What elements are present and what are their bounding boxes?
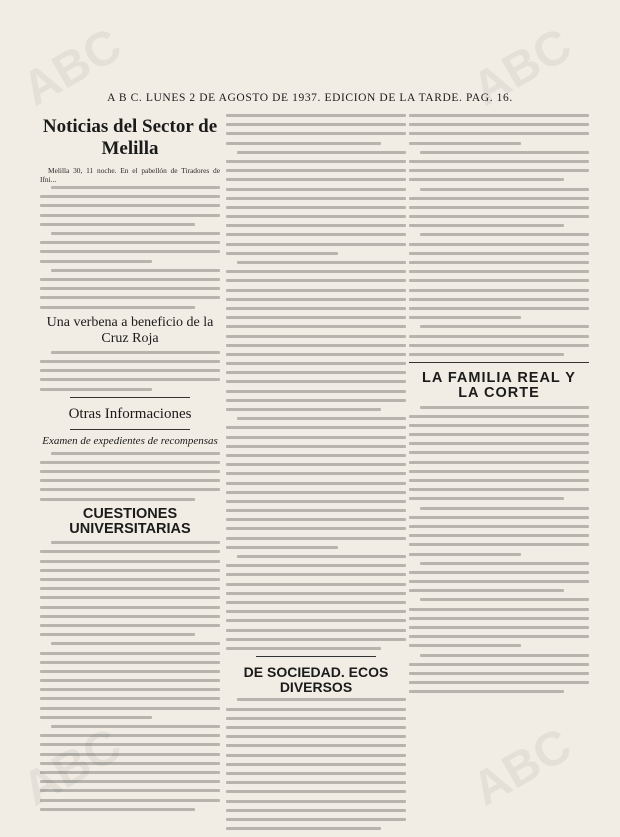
text-block xyxy=(226,698,406,830)
section-divider xyxy=(70,397,190,398)
section-divider xyxy=(256,656,376,657)
watermark-logo: ABC xyxy=(463,718,581,817)
text-block xyxy=(40,541,220,810)
text-block xyxy=(409,114,589,356)
column-3 xyxy=(409,112,589,830)
section-divider xyxy=(409,362,589,363)
heading-de-sociedad: DE SOCIEDAD. ECOS DIVERSOS xyxy=(243,664,389,695)
heading-verbena-cruz-roja: Una verbena a beneficio de la Cruz Roja xyxy=(46,314,214,346)
column-1 xyxy=(40,112,220,830)
text-block xyxy=(40,351,220,391)
heading-noticias-melilla: Noticias del Sector de Melilla xyxy=(42,116,218,159)
heading-cuestiones-universitarias: CUESTIONES UNIVERSITARIAS xyxy=(69,505,191,538)
watermark-logo: ABC xyxy=(13,718,131,817)
heading-familia-real: LA FAMILIA REAL Y LA CORTE xyxy=(422,370,576,402)
section-divider xyxy=(70,429,190,430)
heading-examen-expedientes: Examen de expedientes de recompensas xyxy=(42,435,218,448)
running-head: A B C. LUNES 2 DE AGOSTO DE 1937. EDICION DE LA TARDE. PAG. 16. xyxy=(107,92,513,104)
text-block xyxy=(409,406,589,694)
text-block xyxy=(40,452,220,501)
text-block xyxy=(40,186,220,308)
article-paragraph: Melilla 30, 11 noche. En el pabellón de Tiradores de Ifni... xyxy=(40,165,220,184)
heading-otras-informaciones: Otras Informaciones xyxy=(68,405,192,422)
column-2 xyxy=(226,112,406,830)
watermark-logo: ABC xyxy=(463,18,581,117)
text-block xyxy=(226,114,406,650)
watermark-logo: ABC xyxy=(13,18,131,117)
